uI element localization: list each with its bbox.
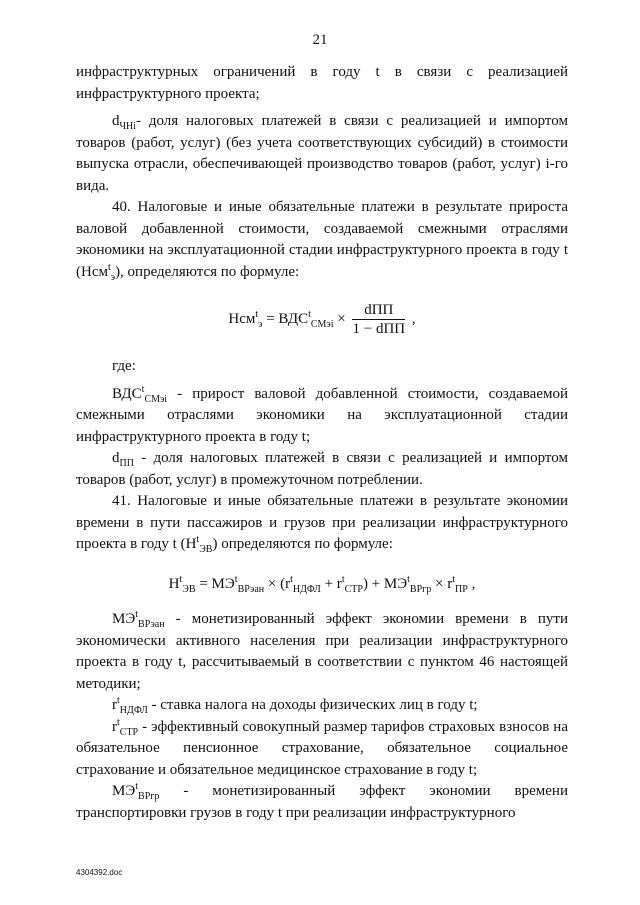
footer-filename: 4304392.doc	[76, 868, 123, 877]
symbol-sub: ПП	[119, 458, 134, 469]
symbol-sup: t	[135, 781, 139, 792]
symbol: ВДС	[112, 385, 142, 402]
document-body	[76, 62, 568, 824]
where-label	[76, 356, 568, 378]
formula-part: + r	[320, 575, 342, 592]
text: инфраструктурного проекта;	[76, 85, 260, 102]
symbol-sub: ЧНi	[119, 121, 136, 132]
definition-d-chni	[76, 111, 568, 197]
definition-me-vrgr	[76, 781, 568, 824]
text: ) определяются по формуле:	[212, 536, 393, 552]
formula-sup: t	[290, 573, 293, 585]
formula-part: ) + МЭ	[362, 575, 408, 592]
text: 41. Налоговые и иные обязательные платежи в результате экономии времени в пути пассажиров и грузов при реализации инфраструктурного проекта в году t (	[76, 493, 568, 552]
formula-sup: t	[255, 308, 259, 320]
formula-part: Н	[168, 575, 180, 592]
symbol: Н	[185, 536, 197, 552]
formula-sub: ЭВ	[182, 583, 196, 595]
fraction-numerator: dПП	[352, 301, 405, 320]
formula-sub: СТР	[344, 583, 363, 595]
paragraph-41	[76, 491, 568, 556]
symbol: МЭ	[112, 783, 136, 799]
definition-r-str	[76, 717, 568, 782]
paragraph-40	[76, 197, 568, 283]
formula-sup: t	[234, 573, 238, 585]
text: - эффективный совокупный размер тарифов страховых взносов на обязательное пенсионное страхование, обязательное социальное страхование и обязательное медицинское страхование в году t;	[76, 718, 568, 778]
formula-sup: t	[179, 573, 183, 585]
text: - доля налоговых платежей в связи с реализацией и импортом товаров (работ, услуг) в промежуточном потреблении.	[76, 450, 568, 488]
symbol: d	[112, 113, 120, 129]
symbol-sup: t	[117, 716, 120, 728]
paragraph	[76, 84, 568, 106]
symbol: r	[112, 718, 117, 735]
formula-sub: э	[258, 318, 263, 330]
text: 40. Налоговые и иные обязательные платежи в результате прироста валовой добавленной стоимости, создаваемой смежными отраслями экономики на эксплуатационной стадии инфраструктурного проекта в году t (	[76, 199, 568, 280]
symbol: МЭ	[112, 611, 136, 627]
formula-sub: ВРэан	[237, 583, 265, 595]
symbol-sub: ВРэан	[138, 619, 165, 630]
symbol-sup: t	[117, 695, 120, 706]
text: - прирост валовой добавленной стоимости, создаваемой смежными отраслями экономики на эксплуатационной стадии инфраструктурного проекта в году t;	[76, 385, 568, 445]
text: - доля налоговых платежей в связи с реализацией и импортом товаров (работ, услуг) (без учета соответствующих субсидий) в стоимости выпуска отрасли, обеспечивающей производство товаров (работ, услуг) i-го вида.	[76, 113, 568, 194]
symbol: d	[112, 450, 120, 466]
formula-sub: ВРгр	[409, 583, 432, 595]
formula-part: ,	[467, 575, 476, 592]
formula-sup: t	[407, 573, 410, 585]
formula-sup: t	[341, 573, 345, 585]
fraction-denominator: 1 − dПП	[352, 321, 406, 337]
formula-part: × (r	[264, 575, 291, 592]
text: инфраструктурных ограничений в году t в связи с реализацией	[76, 64, 568, 80]
symbol-sub: СМэi	[144, 393, 168, 405]
text: ), определяются по формуле:	[115, 263, 300, 280]
symbol: r	[112, 697, 117, 713]
symbol-sup: t	[196, 534, 200, 545]
formula-part: ,	[408, 310, 416, 327]
symbol-sup: t	[141, 383, 145, 395]
fraction	[352, 301, 405, 338]
definition-vds	[76, 384, 568, 449]
formula-part: ×	[333, 310, 350, 327]
formula-sup: t	[308, 308, 311, 320]
symbol-sup: t	[107, 261, 111, 273]
paragraph	[76, 62, 568, 84]
definition-dpp	[76, 448, 568, 491]
text: - ставка налога на доходы физических лиц в году t;	[147, 697, 478, 713]
symbol-sub: НДФЛ	[119, 705, 148, 716]
symbol: Нсм	[81, 263, 108, 280]
formula-sub: СМэi	[310, 318, 334, 330]
formula-part: × r	[431, 575, 453, 592]
definition-me-vrean	[76, 609, 568, 695]
symbol-sup: t	[135, 609, 139, 620]
text: - монетизированный эффект экономии времени транспортировки грузов в году t при реализации инфраструктурного	[76, 783, 568, 821]
formula-part: Нсм	[228, 310, 256, 327]
formula-nev	[76, 574, 568, 596]
formula-part: = ВДС	[262, 310, 309, 327]
formula-sub: НДФЛ	[292, 583, 321, 595]
formula-part: = МЭ	[195, 575, 235, 592]
definition-r-ndfl	[76, 695, 568, 717]
text: - монетизированный эффект экономии времени в пути экономически активного населения при реализации инфраструктурного проекта в году t, рассчитываемый в соответствии с пунктом 46 настоящей методики;	[76, 611, 568, 692]
symbol-sub: ВРгр	[138, 791, 160, 802]
formula-sup: t	[452, 573, 456, 585]
symbol-sub: ЭВ	[199, 544, 213, 555]
symbol-sub: э	[110, 271, 116, 283]
text: где:	[112, 358, 136, 374]
formula-sub: ПР	[455, 583, 468, 595]
formula-nsm	[76, 301, 568, 338]
symbol-sub: СТР	[119, 726, 139, 738]
page-number: 21	[312, 32, 328, 48]
